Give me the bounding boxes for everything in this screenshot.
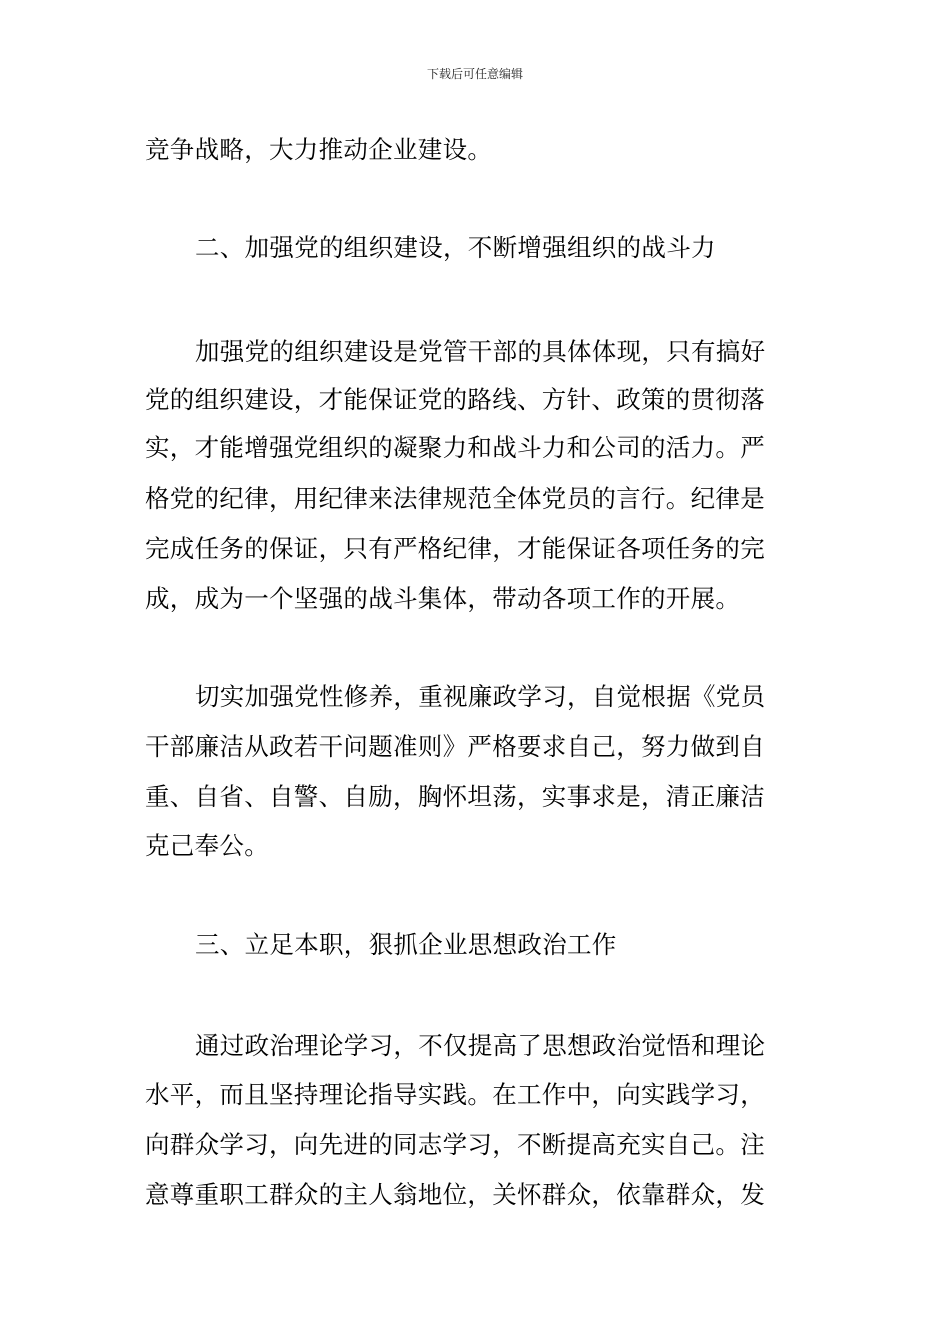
- body-line: 党的组织建设，才能保证党的路线、方针、政策的贯彻落: [145, 385, 765, 414]
- body-line: 竞争战略，大力推动企业建设。: [145, 135, 493, 164]
- section-heading: 三、立足本职，狠抓企业思想政治工作: [195, 930, 617, 959]
- body-line: 水平，而且坚持理论指导实践。在工作中，向实践学习，: [145, 1080, 765, 1109]
- body-line: 格党的纪律，用纪律来法律规范全体党员的言行。纪律是: [145, 484, 765, 513]
- body-line: 干部廉洁从政若干问题准则》严格要求自己，努力做到自: [145, 732, 765, 761]
- body-line: 向群众学习，向先进的同志学习，不断提高充实自己。注: [145, 1130, 765, 1159]
- body-line: 完成任务的保证，只有严格纪律，才能保证各项任务的完: [145, 534, 765, 563]
- body-line: 克己奉公。: [145, 831, 269, 860]
- body-line: 实，才能增强党组织的凝聚力和战斗力和公司的活力。严: [145, 433, 765, 462]
- body-line: 加强党的组织建设是党管干部的具体体现，只有搞好: [195, 337, 766, 366]
- page-header: 下载后可任意编辑: [426, 67, 523, 81]
- body-line: 切实加强党性修养，重视廉政学习，自觉根据《党员: [195, 682, 766, 711]
- body-line: 重、自省、自警、自励，胸怀坦荡，实事求是，清正廉洁: [145, 782, 765, 811]
- body-line: 成，成为一个坚强的战斗集体，带动各项工作的开展。: [145, 584, 741, 613]
- section-heading: 二、加强党的组织建设，不断增强组织的战斗力: [195, 233, 716, 262]
- body-line: 通过政治理论学习，不仅提高了思想政治觉悟和理论: [195, 1031, 766, 1060]
- body-line: 意尊重职工群众的主人翁地位，关怀群众，依靠群众，发: [145, 1180, 765, 1209]
